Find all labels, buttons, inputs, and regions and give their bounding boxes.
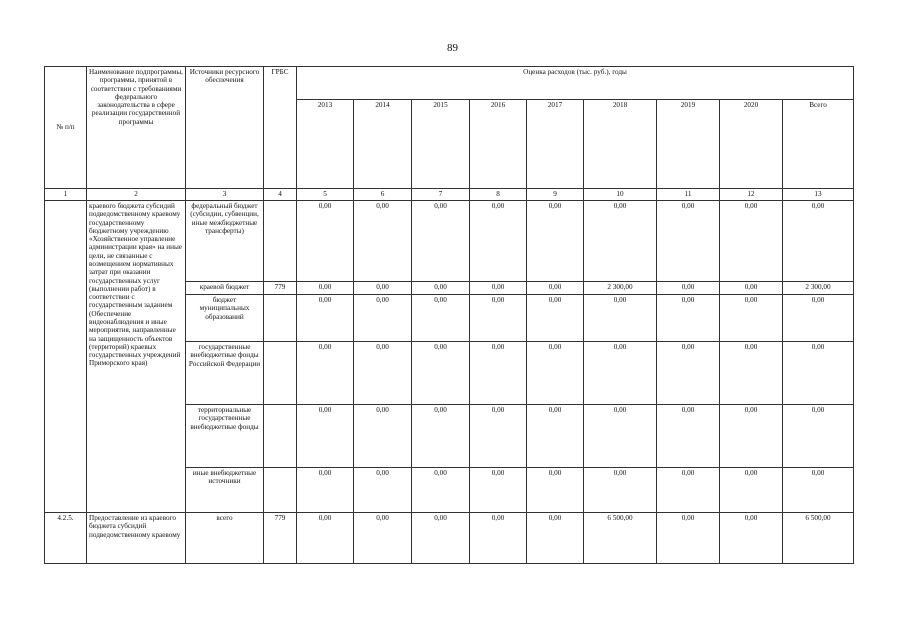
row-value: 0,00 [354, 282, 412, 295]
row-value: 0,00 [412, 201, 470, 282]
row-num: 4.2.5. [45, 513, 87, 564]
column-number: 8 [470, 189, 527, 201]
row-value: 0,00 [354, 405, 412, 468]
row-source: федеральный бюджет (субсидии, субвенции, иные межбюджетные трансферты) [186, 201, 264, 282]
table-row [45, 201, 854, 282]
row-value: 0,00 [720, 513, 783, 564]
row-value: 0,00 [354, 513, 412, 564]
row-value: 0,00 [297, 201, 354, 282]
row-name: краевого бюджета субсидий подведомственному краевому государственному бюджетному учреждению «Хозяйственное управление администрации края» на иные цели, не связанные с возмещением нормативных затрат при оказании государственных услуг (выполнении работ) в соответствии с государственным заданием (Обеспечение видеонаблюдения и иные мероприятия, направленные на защищенность объектов (территорий) краевых государственных учреждений Приморского края) [87, 201, 186, 513]
row-value: 0,00 [297, 468, 354, 513]
row-value: 0,00 [657, 282, 720, 295]
header-estimate: Оценка расходов (тыс. руб.), годы [297, 67, 854, 100]
row-name: Предоставление из краевого бюджета субсидий подведомственному краевому [87, 513, 186, 564]
row-value: 0,00 [297, 405, 354, 468]
row-value: 0,00 [412, 513, 470, 564]
row-value: 0,00 [354, 468, 412, 513]
row-value: 0,00 [720, 295, 783, 342]
column-number: 5 [297, 189, 354, 201]
header-year: 2020 [720, 100, 783, 189]
row-value: 0,00 [720, 282, 783, 295]
row-grbs [264, 468, 297, 513]
row-source: всего [186, 513, 264, 564]
row-total: 0,00 [783, 342, 854, 405]
header-year: 2019 [657, 100, 720, 189]
row-grbs: 779 [264, 282, 297, 295]
row-total: 0,00 [783, 468, 854, 513]
row-source: территориальные государственные внебюджетные фонды [186, 405, 264, 468]
row-value: 0,00 [470, 201, 527, 282]
row-value: 0,00 [470, 295, 527, 342]
row-value: 0,00 [720, 201, 783, 282]
header-year: 2014 [354, 100, 412, 189]
row-source: бюджет муниципальных образований [186, 295, 264, 342]
row-value: 0,00 [412, 468, 470, 513]
header-year: 2018 [584, 100, 657, 189]
row-value: 0,00 [584, 201, 657, 282]
column-number: 7 [412, 189, 470, 201]
row-value: 0,00 [297, 295, 354, 342]
row-value: 0,00 [657, 405, 720, 468]
row-source: краевой бюджет [186, 282, 264, 295]
row-value: 0,00 [584, 405, 657, 468]
column-number: 11 [657, 189, 720, 201]
row-total: 0,00 [783, 405, 854, 468]
row-grbs [264, 295, 297, 342]
row-grbs [264, 342, 297, 405]
row-value: 0,00 [657, 342, 720, 405]
row-value: 0,00 [584, 295, 657, 342]
row-value: 0,00 [657, 468, 720, 513]
row-value: 0,00 [527, 342, 584, 405]
row-value: 0,00 [354, 295, 412, 342]
row-value: 0,00 [297, 342, 354, 405]
header-grbs: ГРБС [264, 67, 297, 189]
row-value: 0,00 [720, 342, 783, 405]
row-value: 0,00 [470, 282, 527, 295]
row-source: государственные внебюджетные фонды Российской Федерации [186, 342, 264, 405]
row-value: 6 500,00 [584, 513, 657, 564]
row-value: 0,00 [527, 282, 584, 295]
row-num [45, 201, 87, 513]
row-value: 0,00 [720, 468, 783, 513]
row-value: 0,00 [527, 295, 584, 342]
column-number: 3 [186, 189, 264, 201]
header-total: Всего [783, 100, 854, 189]
column-number: 10 [584, 189, 657, 201]
row-value: 0,00 [470, 405, 527, 468]
row-value: 0,00 [657, 513, 720, 564]
row-total: 0,00 [783, 201, 854, 282]
column-number-row [45, 189, 854, 201]
column-number: 9 [527, 189, 584, 201]
header-year: 2017 [527, 100, 584, 189]
page-number: 89 [447, 42, 458, 54]
row-value: 0,00 [527, 201, 584, 282]
header-name: Наименование подпрограммы, программы, принятой в соответствии с требованиями федерального законодательства в сфере реализации государственной программы [87, 67, 186, 189]
row-value: 2 300,00 [584, 282, 657, 295]
header-sources: Источники ресурсного обеспечения [186, 67, 264, 189]
row-total: 0,00 [783, 295, 854, 342]
table-row [45, 513, 854, 564]
row-value: 0,00 [527, 513, 584, 564]
row-value: 0,00 [657, 201, 720, 282]
column-number: 12 [720, 189, 783, 201]
budget-table [44, 66, 854, 564]
row-value: 0,00 [657, 295, 720, 342]
row-value: 0,00 [354, 201, 412, 282]
row-value: 0,00 [720, 405, 783, 468]
header-year: 2015 [412, 100, 470, 189]
row-grbs: 779 [264, 513, 297, 564]
header-row [45, 67, 854, 100]
row-value: 0,00 [470, 342, 527, 405]
header-year: 2013 [297, 100, 354, 189]
row-value: 0,00 [354, 342, 412, 405]
row-value: 0,00 [470, 513, 527, 564]
row-value: 0,00 [584, 468, 657, 513]
row-value: 0,00 [584, 342, 657, 405]
column-number: 13 [783, 189, 854, 201]
row-value: 0,00 [527, 468, 584, 513]
row-grbs [264, 201, 297, 282]
column-number: 6 [354, 189, 412, 201]
column-number: 1 [45, 189, 87, 201]
row-value: 0,00 [297, 513, 354, 564]
header-num: № п/п [45, 67, 87, 189]
header-year: 2016 [470, 100, 527, 189]
row-source: иные внебюджетные источники [186, 468, 264, 513]
row-value: 0,00 [297, 282, 354, 295]
column-number: 2 [87, 189, 186, 201]
row-value: 0,00 [412, 295, 470, 342]
row-value: 0,00 [527, 405, 584, 468]
column-number: 4 [264, 189, 297, 201]
row-total: 2 300,00 [783, 282, 854, 295]
row-value: 0,00 [412, 405, 470, 468]
row-total: 6 500,00 [783, 513, 854, 564]
row-value: 0,00 [412, 342, 470, 405]
row-value: 0,00 [470, 468, 527, 513]
row-value: 0,00 [412, 282, 470, 295]
row-grbs [264, 405, 297, 468]
